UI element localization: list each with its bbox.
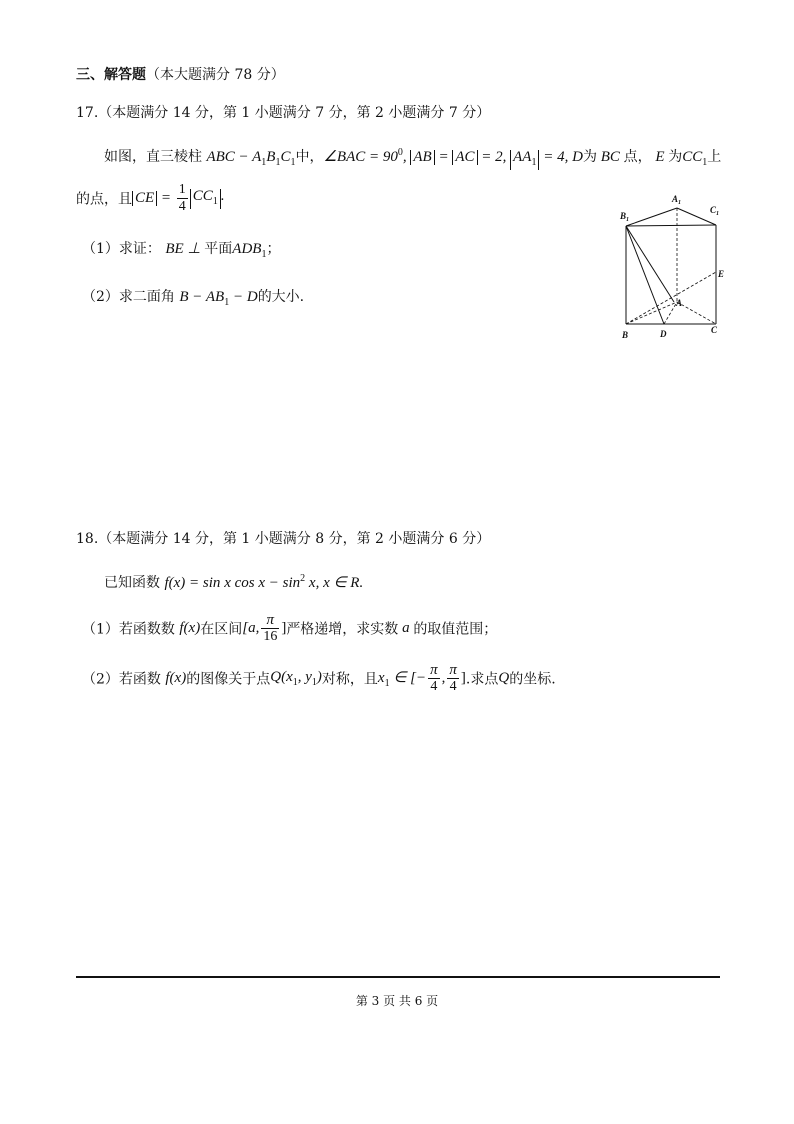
q18-p2-fx: f(x)	[165, 670, 187, 686]
label-e: E	[718, 269, 725, 279]
q17-p2-text: 的大小.	[257, 289, 305, 305]
q18-p1-interval-open: [a,	[242, 620, 260, 636]
edge-b-a	[626, 302, 677, 324]
label-d: D	[660, 329, 667, 339]
q17-quarter-fraction: $\frac{1}{4}$	[178, 182, 186, 214]
edge-a-c	[677, 302, 716, 324]
q18-p1-label: （1）若函数数	[82, 621, 175, 638]
q17-p2-dihedral: $B - AB_1 - D$	[179, 289, 258, 308]
section-title	[76, 64, 285, 84]
q18-p1-fx: f(x)	[179, 620, 201, 636]
q17-cc1: $CC_1$	[682, 149, 708, 168]
q18-p1-pi16-fraction: $\frac{\pi}{16}$	[263, 612, 278, 644]
q17-intro-t6: 上	[707, 149, 722, 165]
q17-intro-t3: 为	[582, 149, 597, 165]
q18-p2-t1: 的图像关于点	[186, 671, 271, 688]
q17-p1-label: （1）求证：	[82, 241, 161, 257]
q17-intro-t1: 如图，直三棱柱	[104, 149, 202, 165]
section-title-text: 三、解答题	[76, 67, 146, 83]
q18-p2-t3: .求点	[465, 671, 499, 688]
segment-b-e	[626, 272, 716, 324]
label-c: C	[711, 325, 718, 335]
section-title-note: （本大题满分 78 分）	[146, 67, 285, 83]
q17-intro-t5: 为	[668, 149, 683, 165]
q17-intro-line1	[104, 146, 721, 170]
edge-b1-a1	[626, 208, 677, 226]
q17-p1-text: 平面	[204, 241, 233, 257]
segment-b1-d	[626, 226, 664, 324]
q17-cc1-abs: $CC_1$ .	[190, 188, 225, 204]
q17-bc: BC	[596, 149, 624, 165]
q18-p1-t3: 的取值范围；	[413, 621, 498, 638]
q18-p2-q: Q	[498, 670, 510, 686]
q18-p1-a: a	[398, 620, 414, 636]
q17-p1-plane: $ADB_1$	[232, 241, 267, 260]
q17-header: 17.（本题满分 14 分，第 1 小题满分 7 分，第 2 小题满分 7 分）	[76, 105, 491, 121]
prism-figure	[612, 188, 737, 343]
label-b: B	[622, 330, 629, 340]
q18-p2-label: （2）若函数	[82, 671, 161, 688]
q18-p2-point: $Q(x_1$, $y_1$)	[270, 669, 322, 688]
label-a1: $A_1$	[672, 194, 682, 206]
q17-ce-relation: CE =	[132, 190, 175, 206]
q17-intro-line2	[76, 182, 225, 215]
q18-header: 18.（本题满分 14 分，第 1 小题满分 8 分，第 2 小题满分 6 分）	[76, 531, 491, 547]
q18-part2: （2）若函数 f(x)的图像关于点$Q(x_1$, $y_1$)对称，且$x_1$ ∈ [− $\frac{\pi}{4}$ , $\frac{\pi}{4}$ ].求点Q的坐标.	[82, 662, 556, 694]
q18-p1-t1: 在区间	[200, 621, 243, 638]
q18-intro	[104, 572, 363, 592]
edge-b1-c1	[626, 225, 716, 226]
q18-p2-pi4-fraction: $\frac{\pi}{4}$	[449, 662, 457, 694]
label-b1: $B_1$	[620, 211, 630, 223]
q18-p2-x1-range: $x_1$ ∈ [−	[377, 670, 427, 689]
label-c1: $C_1$	[710, 205, 720, 217]
q17-part2	[82, 286, 304, 308]
q17-part1: （1）求证： BE ⊥ 平面$ADB_1$；	[82, 241, 281, 260]
q18-p1-t2: 严格递增，求实数	[286, 621, 399, 638]
q18-part1: （1）若函数数 f(x)在区间[a, $\frac{\pi}{16}$ ]严格递增，求实数 a 的取值范围；	[82, 612, 498, 644]
q18-p2-neg-pi4-fraction: $\frac{\pi}{4}$	[430, 662, 438, 694]
label-a: A	[676, 298, 683, 308]
q17-p2-label: （2）求二面角	[82, 289, 175, 305]
q17-intro-t2: 中，	[295, 149, 324, 165]
q18-p2-t4: 的坐标.	[509, 671, 556, 688]
q18-intro-text: 已知函数	[104, 575, 160, 591]
q17-intro-t7: 的点，且	[76, 191, 132, 208]
segment-b1-a	[626, 226, 674, 302]
page-number: 第 3 页 共 6 页	[355, 994, 439, 1008]
q17-p1-be: BE ⊥	[165, 241, 205, 257]
q17-intro-t4: 点，	[623, 149, 652, 165]
q18-function-def: f(x) = sin x $\cos x - \sin^2 x$, x ∈ R.	[164, 573, 364, 591]
q17-e: E	[651, 149, 669, 165]
q18-p2-t2: 对称，且	[321, 671, 378, 688]
q17-prism-name: ABC − $A_1B_1C_1$	[206, 149, 296, 168]
footer-divider	[76, 976, 720, 978]
q17-angle-condition: ∠BAC = $90^0$, AB = AC = 2, $AA_1 = 4$, D	[323, 147, 583, 168]
